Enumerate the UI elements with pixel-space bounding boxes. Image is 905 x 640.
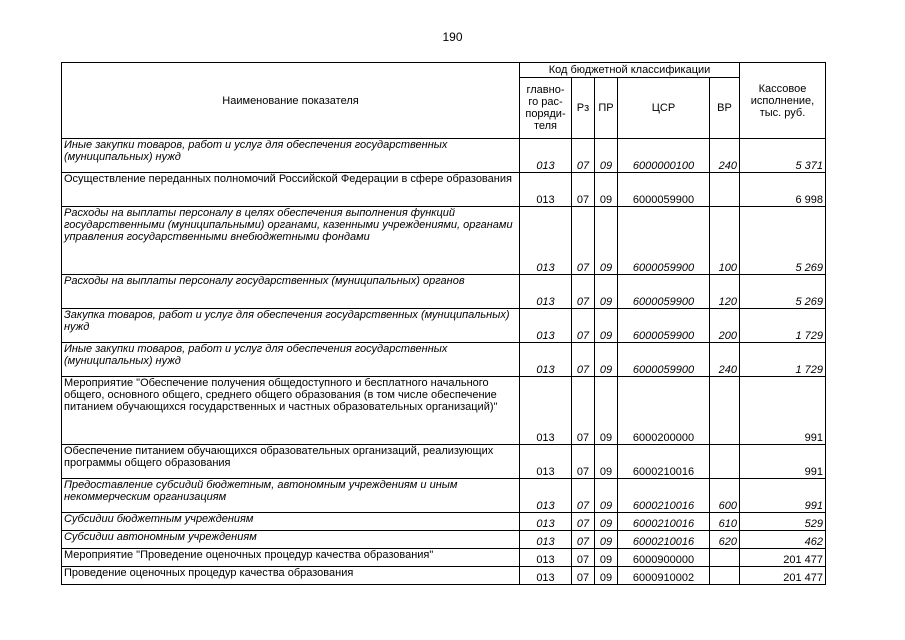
row-amount: 991 [740,479,826,513]
row-rz: 07 [572,549,595,567]
row-admin-code: 013 [520,513,572,531]
table-row [62,309,826,343]
row-admin-code: 013 [520,173,572,207]
header-vr: ВР [710,78,740,139]
row-amount: 991 [740,445,826,479]
row-name: Мероприятие "Обеспечение получения общедоступного и бесплатного начального общего, основного общего, среднего общего образования (в том числе обеспечение питанием обучающихся государственных и частных образовательных организаций)" [62,377,520,445]
table-row [62,377,826,445]
row-csr: 6000059900 [618,343,710,377]
row-amount: 5 371 [740,139,826,173]
table-row [62,275,826,309]
table-row [62,479,826,513]
header-pr: ПР [595,78,618,139]
row-admin-code: 013 [520,275,572,309]
row-rz: 07 [572,139,595,173]
row-admin-code: 013 [520,549,572,567]
row-csr: 6000910002 [618,567,710,585]
row-pr: 09 [595,531,618,549]
row-pr: 09 [595,567,618,585]
row-rz: 07 [572,173,595,207]
row-csr: 6000000100 [618,139,710,173]
row-amount: 6 998 [740,173,826,207]
row-rz: 07 [572,207,595,275]
row-pr: 09 [595,377,618,445]
row-csr: 6000059900 [618,275,710,309]
table-body [62,139,826,585]
row-pr: 09 [595,479,618,513]
row-csr: 6000900000 [618,549,710,567]
row-csr: 6000210016 [618,445,710,479]
row-rz: 07 [572,567,595,585]
row-rz: 07 [572,445,595,479]
row-pr: 09 [595,139,618,173]
row-vr [710,377,740,445]
row-csr: 6000059900 [618,309,710,343]
header-amount: Кассовое исполнение, тыс. руб. [740,63,826,139]
row-name: Обеспечение питанием обучающихся образовательных организаций, реализующих программы общего образования [62,445,520,479]
table-row [62,445,826,479]
row-name: Осуществление переданных полномочий Российской Федерации в сфере образования [62,173,520,207]
row-rz: 07 [572,377,595,445]
row-amount: 201 477 [740,567,826,585]
row-admin-code: 013 [520,445,572,479]
row-vr [710,549,740,567]
row-name: Субсидии бюджетным учреждениям [62,513,520,531]
header-name: Наименование показателя [62,63,520,139]
row-csr: 6000059900 [618,173,710,207]
table-row [62,139,826,173]
row-rz: 07 [572,309,595,343]
row-name: Расходы на выплаты персоналу государственных (муниципальных) органов [62,275,520,309]
row-name: Иные закупки товаров, работ и услуг для обеспечения государственных (муниципальных) нужд [62,139,520,173]
row-rz: 07 [572,513,595,531]
row-rz: 07 [572,343,595,377]
row-pr: 09 [595,343,618,377]
row-vr: 240 [710,343,740,377]
row-vr: 610 [710,513,740,531]
row-vr: 620 [710,531,740,549]
row-vr: 600 [710,479,740,513]
row-admin-code: 013 [520,343,572,377]
row-vr: 200 [710,309,740,343]
row-rz: 07 [572,479,595,513]
row-csr: 6000210016 [618,531,710,549]
row-csr: 6000200000 [618,377,710,445]
row-vr [710,567,740,585]
row-vr [710,445,740,479]
row-rz: 07 [572,531,595,549]
row-vr: 120 [710,275,740,309]
row-csr: 6000210016 [618,513,710,531]
header-rz: Рз [572,78,595,139]
row-admin-code: 013 [520,309,572,343]
row-csr: 6000059900 [618,207,710,275]
table-row [62,343,826,377]
row-amount: 1 729 [740,343,826,377]
header-admin: главно- го рас- поряди- теля [520,78,572,139]
row-amount: 529 [740,513,826,531]
table-row [62,207,826,275]
row-pr: 09 [595,445,618,479]
row-amount: 1 729 [740,309,826,343]
row-name: Расходы на выплаты персоналу в целях обеспечения выполнения функций государственными (муниципальными) органами, казенными учреждениями, органами управления государственными внебюджетными фондами [62,207,520,275]
row-name: Мероприятие "Проведение оценочных процедур качества образования" [62,549,520,567]
row-pr: 09 [595,207,618,275]
table-row [62,173,826,207]
row-admin-code: 013 [520,531,572,549]
row-name: Иные закупки товаров, работ и услуг для обеспечения государственных (муниципальных) нужд [62,343,520,377]
row-pr: 09 [595,173,618,207]
row-amount: 201 477 [740,549,826,567]
row-admin-code: 013 [520,207,572,275]
row-vr [710,173,740,207]
row-amount: 5 269 [740,275,826,309]
row-amount: 5 269 [740,207,826,275]
row-csr: 6000210016 [618,479,710,513]
row-vr: 100 [710,207,740,275]
table-row [62,531,826,549]
row-amount: 462 [740,531,826,549]
row-name: Закупка товаров, работ и услуг для обеспечения государственных (муниципальных) нужд [62,309,520,343]
row-vr: 240 [710,139,740,173]
row-admin-code: 013 [520,567,572,585]
row-name: Проведение оценочных процедур качества образования [62,567,520,585]
row-name: Субсидии автономным учреждениям [62,531,520,549]
row-pr: 09 [595,513,618,531]
budget-table [61,62,826,585]
row-admin-code: 013 [520,479,572,513]
row-pr: 09 [595,549,618,567]
header-csr: ЦСР [618,78,710,139]
table-row [62,567,826,585]
table-row [62,549,826,567]
row-rz: 07 [572,275,595,309]
table-row [62,513,826,531]
row-admin-code: 013 [520,377,572,445]
row-admin-code: 013 [520,139,572,173]
row-name: Предоставление субсидий бюджетным, автономным учреждениям и иным некоммерческим организациям [62,479,520,513]
row-pr: 09 [595,309,618,343]
header-budget-code-group: Код бюджетной классификации [520,63,740,78]
row-pr: 09 [595,275,618,309]
row-amount: 991 [740,377,826,445]
page-number: 190 [442,30,463,44]
